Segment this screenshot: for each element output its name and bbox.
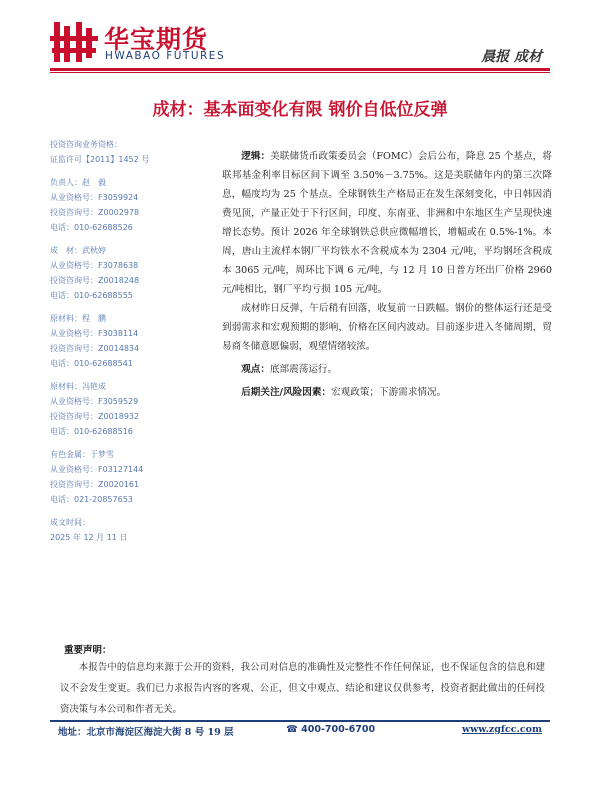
analyst-qualification: 从业资格号：F3059529 — [50, 397, 139, 406]
header-divider-thin — [50, 72, 550, 73]
analyst-role: 原材料：冯艳成 — [50, 382, 106, 391]
analyst-phone: 电话：010-62688541 — [50, 359, 133, 368]
footer-website-link[interactable]: www.zgfcc.com — [461, 724, 542, 735]
analyst-phone: 电话：010-62688516 — [50, 427, 133, 436]
analyst-sidebar — [50, 137, 200, 553]
company-logo — [50, 18, 240, 68]
analyst-block — [50, 311, 200, 371]
footer-address: 地址：北京市海淀区海淀大街 8 号 19 层 — [58, 727, 234, 738]
logic-text: 美联储货币政策委员会（FOMC）会后公布，降息 25 个基点，将联邦基金利率目标区间下调至 3.50%－3.75%。这是美联储年内的第三次降息，幅度均为 25 个基点。全球钢铁生产格局正在发生深刻变化，中日韩因消费见顶，产量正处于下行区间，印度、东南亚、非洲和中东地区生产呈现快速增长态势。预计 2026 年全球钢铁总供应微幅增长，增幅或在 0.5%-1%。本周，唐山主流样本钢厂平均铁水不含税成本为 2304 元/吨，平均钢坯含税成本 3065 元/吨，周环比下调 6 元/吨，与 12 月 10 日普方坯出厂价格 2960 元/吨相比，钢厂平均亏损 105 元/吨。 — [222, 151, 552, 295]
logo-chinese-name: 华宝期货 — [104, 25, 209, 54]
analyst-block — [50, 447, 200, 507]
header-divider — [50, 68, 550, 71]
report-type-tag: 晨报 成材 — [481, 49, 542, 65]
analyst-consult-number: 投资咨询号：Z0014834 — [50, 344, 140, 353]
disclaimer-label: 重要声明： — [64, 645, 112, 656]
risk-label: 后期关注/风险因素： — [241, 387, 332, 398]
report-title: 成材：基本面变化有限 钢价自低位反弹 — [152, 100, 448, 120]
date-label: 成文时间： — [50, 518, 90, 527]
analyst-consult-number: 投资咨询号：Z0002978 — [50, 208, 140, 217]
market-paragraph: 成材昨日反弹，午后稍有回落，收复前一日跌幅。钢价的整体运行还是受到弱需求和宏观预期的影响，价格在区间内波动。目前逐步进入冬储周期，贸易商冬储意愿偏弱，观望情绪较浓。 — [222, 303, 552, 352]
risk-paragraph — [222, 383, 552, 402]
hwabao-logo-icon — [50, 18, 98, 66]
analyst-role: 原材料：程 鹏 — [50, 314, 106, 323]
analyst-block — [50, 243, 200, 303]
license-block — [50, 137, 200, 167]
disclaimer-text: 本报告中的信息均来源于公开的资料，我公司对信息的准确性及完整性不作任何保证，也不保证包含的信息和建议不会发生变更。我们已力求报告内容的客观、公正，但文中观点、结论和建议仅供参考，投资者据此做出的任何投资决策与本公司和作者无关。 — [60, 662, 545, 715]
logo-english-name: HWABAO FUTURES — [105, 50, 226, 62]
analyst-consult-number: 投资咨询号：Z0018932 — [50, 412, 140, 421]
analyst-block — [50, 175, 200, 235]
analyst-role: 成 材：武秋婷 — [50, 246, 106, 255]
view-paragraph — [222, 360, 552, 379]
analyst-qualification: 从业资格号：F3078638 — [50, 261, 139, 270]
analyst-qualification: 从业资格号：F3059924 — [50, 193, 139, 202]
report-body — [222, 147, 552, 402]
logic-paragraph — [222, 147, 552, 299]
analyst-role: 负责人：赵 毅 — [50, 178, 106, 187]
analyst-phone: 电话：010-62688526 — [50, 223, 133, 232]
analyst-consult-number: 投资咨询号：Z0018248 — [50, 276, 140, 285]
analyst-phone: 电话：010-62688555 — [50, 291, 133, 300]
analyst-qualification: 从业资格号：F3038114 — [50, 329, 139, 338]
analyst-qualification: 从业资格号：F03127144 — [50, 465, 144, 474]
analyst-block — [50, 379, 200, 439]
logic-label: 逻辑： — [241, 151, 271, 162]
analyst-phone: 电话：021-20857653 — [50, 495, 133, 504]
view-label: 观点： — [241, 364, 270, 375]
risk-text: 宏观政策；下游需求情况。 — [331, 387, 447, 398]
date-block — [50, 515, 200, 545]
view-text: 底部震荡运行。 — [269, 364, 338, 375]
license-label: 投资咨询业务资格： — [50, 140, 122, 149]
analyst-role: 有色金属：于梦雪 — [50, 450, 114, 459]
report-date: 2025 年 12 月 11 日 — [50, 533, 128, 542]
footer-divider — [50, 720, 550, 722]
analyst-consult-number: 投资咨询号：Z0020161 — [50, 480, 140, 489]
footer-phone: ☎ 400-700-6700 — [286, 724, 376, 735]
license-number: 证监许可【2011】1452 号 — [50, 155, 150, 164]
